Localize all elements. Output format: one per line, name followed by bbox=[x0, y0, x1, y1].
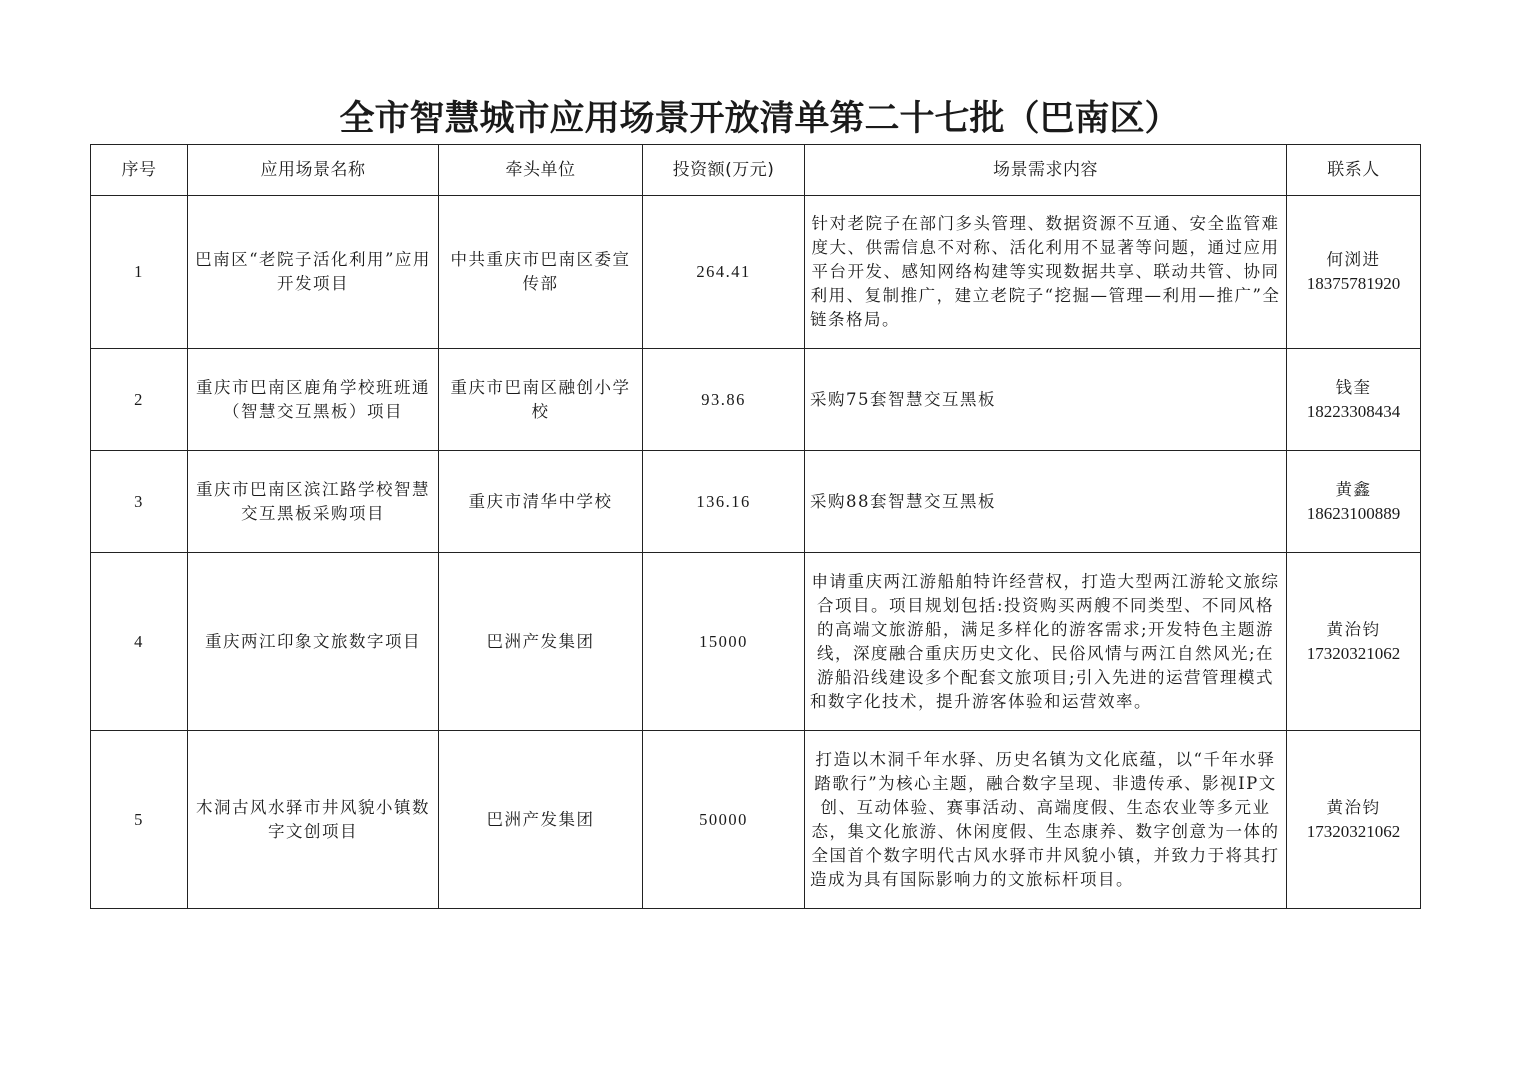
table-header-row bbox=[91, 145, 1421, 196]
table-row bbox=[91, 196, 1421, 349]
row-requirement: 采购75套智慧交互黑板 bbox=[805, 349, 1287, 451]
row-investment: 50000 bbox=[643, 731, 805, 909]
table-row bbox=[91, 731, 1421, 909]
row-investment: 136.16 bbox=[643, 451, 805, 553]
row-contact bbox=[1287, 451, 1421, 553]
row-index: 5 bbox=[91, 731, 188, 909]
row-lead-unit: 中共重庆市巴南区委宣传部 bbox=[439, 196, 643, 349]
table-row bbox=[91, 553, 1421, 731]
header-lead-unit: 牵头单位 bbox=[439, 145, 643, 196]
row-lead-unit: 巴洲产发集团 bbox=[439, 553, 643, 731]
header-index: 序号 bbox=[91, 145, 188, 196]
page-title: 全市智慧城市应用场景开放清单第二十七批（巴南区） bbox=[339, 98, 1180, 139]
header-scenario-name: 应用场景名称 bbox=[188, 145, 439, 196]
row-scenario-name: 巴南区“老院子活化利用”应用开发项目 bbox=[188, 196, 439, 349]
scenario-table bbox=[90, 144, 1421, 909]
contact-name: 何浏进 bbox=[1326, 250, 1381, 269]
row-contact bbox=[1287, 731, 1421, 909]
header-investment: 投资额(万元) bbox=[643, 145, 805, 196]
contact-name: 黄治钧 bbox=[1326, 619, 1381, 639]
row-investment: 264.41 bbox=[643, 196, 805, 349]
row-requirement: 针对老院子在部门多头管理、数据资源不互通、安全监管难度大、供需信息不对称、活化利用不显著等问题，通过应用平台开发、感知网络构建等实现数据共享、联动共管、协同利用、复制推广，建立老院子“挖掘—管理—利用—推广”全链条格局。 bbox=[805, 196, 1287, 349]
row-scenario-name: 重庆市巴南区鹿角学校班班通（智慧交互黑板）项目 bbox=[188, 349, 439, 451]
table-row bbox=[91, 349, 1421, 451]
header-requirement: 场景需求内容 bbox=[805, 145, 1287, 196]
row-investment: 15000 bbox=[643, 553, 805, 731]
row-scenario-name: 木洞古风水驿市井风貌小镇数字文创项目 bbox=[188, 731, 439, 909]
header-contact: 联系人 bbox=[1287, 145, 1421, 196]
row-index: 4 bbox=[91, 553, 188, 731]
row-investment: 93.86 bbox=[643, 349, 805, 451]
table-row bbox=[91, 451, 1421, 553]
row-index: 2 bbox=[91, 349, 188, 451]
contact-name: 钱奎 bbox=[1335, 377, 1372, 397]
row-requirement: 打造以木洞千年水驿、历史名镇为文化底蕴，以“千年水驿踏歌行”为核心主题，融合数字呈现、非遗传承、影视IP文创、互动体验、赛事活动、高端度假、生态农业等多元业态，集文化旅游、休闲度假、生态康养、数字创意为一体的全国首个数字明代古风水驿市井风貌小镇，并致力于将其打造成为具有国际影响力的文旅标杆项目。 bbox=[805, 731, 1287, 909]
contact-phone: 17320321062 bbox=[1306, 643, 1401, 663]
contact-phone: 18375781920 bbox=[1306, 274, 1401, 293]
row-scenario-name: 重庆市巴南区滨江路学校智慧交互黑板采购项目 bbox=[188, 451, 439, 553]
row-requirement: 采购88套智慧交互黑板 bbox=[805, 451, 1287, 553]
contact-name: 黄鑫 bbox=[1335, 479, 1372, 499]
row-lead-unit: 重庆市清华中学校 bbox=[439, 451, 643, 553]
row-requirement: 申请重庆两江游船舶特许经营权，打造大型两江游轮文旅综合项目。项目规划包括:投资购买两艘不同类型、不同风格的高端文旅游船，满足多样化的游客需求;开发特色主题游线，深度融合重庆历史文化、民俗风情与两江自然风光;在游船沿线建设多个配套文旅项目;引入先进的运营管理模式和数字化技术，提升游客体验和运营效率。 bbox=[805, 553, 1287, 731]
row-index: 3 bbox=[91, 451, 188, 553]
contact-name: 黄治钧 bbox=[1326, 797, 1381, 817]
contact-phone: 18223308434 bbox=[1306, 401, 1401, 421]
row-contact bbox=[1287, 553, 1421, 731]
row-lead-unit: 巴洲产发集团 bbox=[439, 731, 643, 909]
contact-phone: 18623100889 bbox=[1306, 503, 1401, 523]
contact-phone: 17320321062 bbox=[1306, 821, 1401, 841]
row-lead-unit: 重庆市巴南区融创小学校 bbox=[439, 349, 643, 451]
row-index: 1 bbox=[91, 196, 188, 349]
row-contact bbox=[1287, 349, 1421, 451]
row-contact bbox=[1287, 196, 1421, 349]
row-scenario-name: 重庆两江印象文旅数字项目 bbox=[188, 553, 439, 731]
